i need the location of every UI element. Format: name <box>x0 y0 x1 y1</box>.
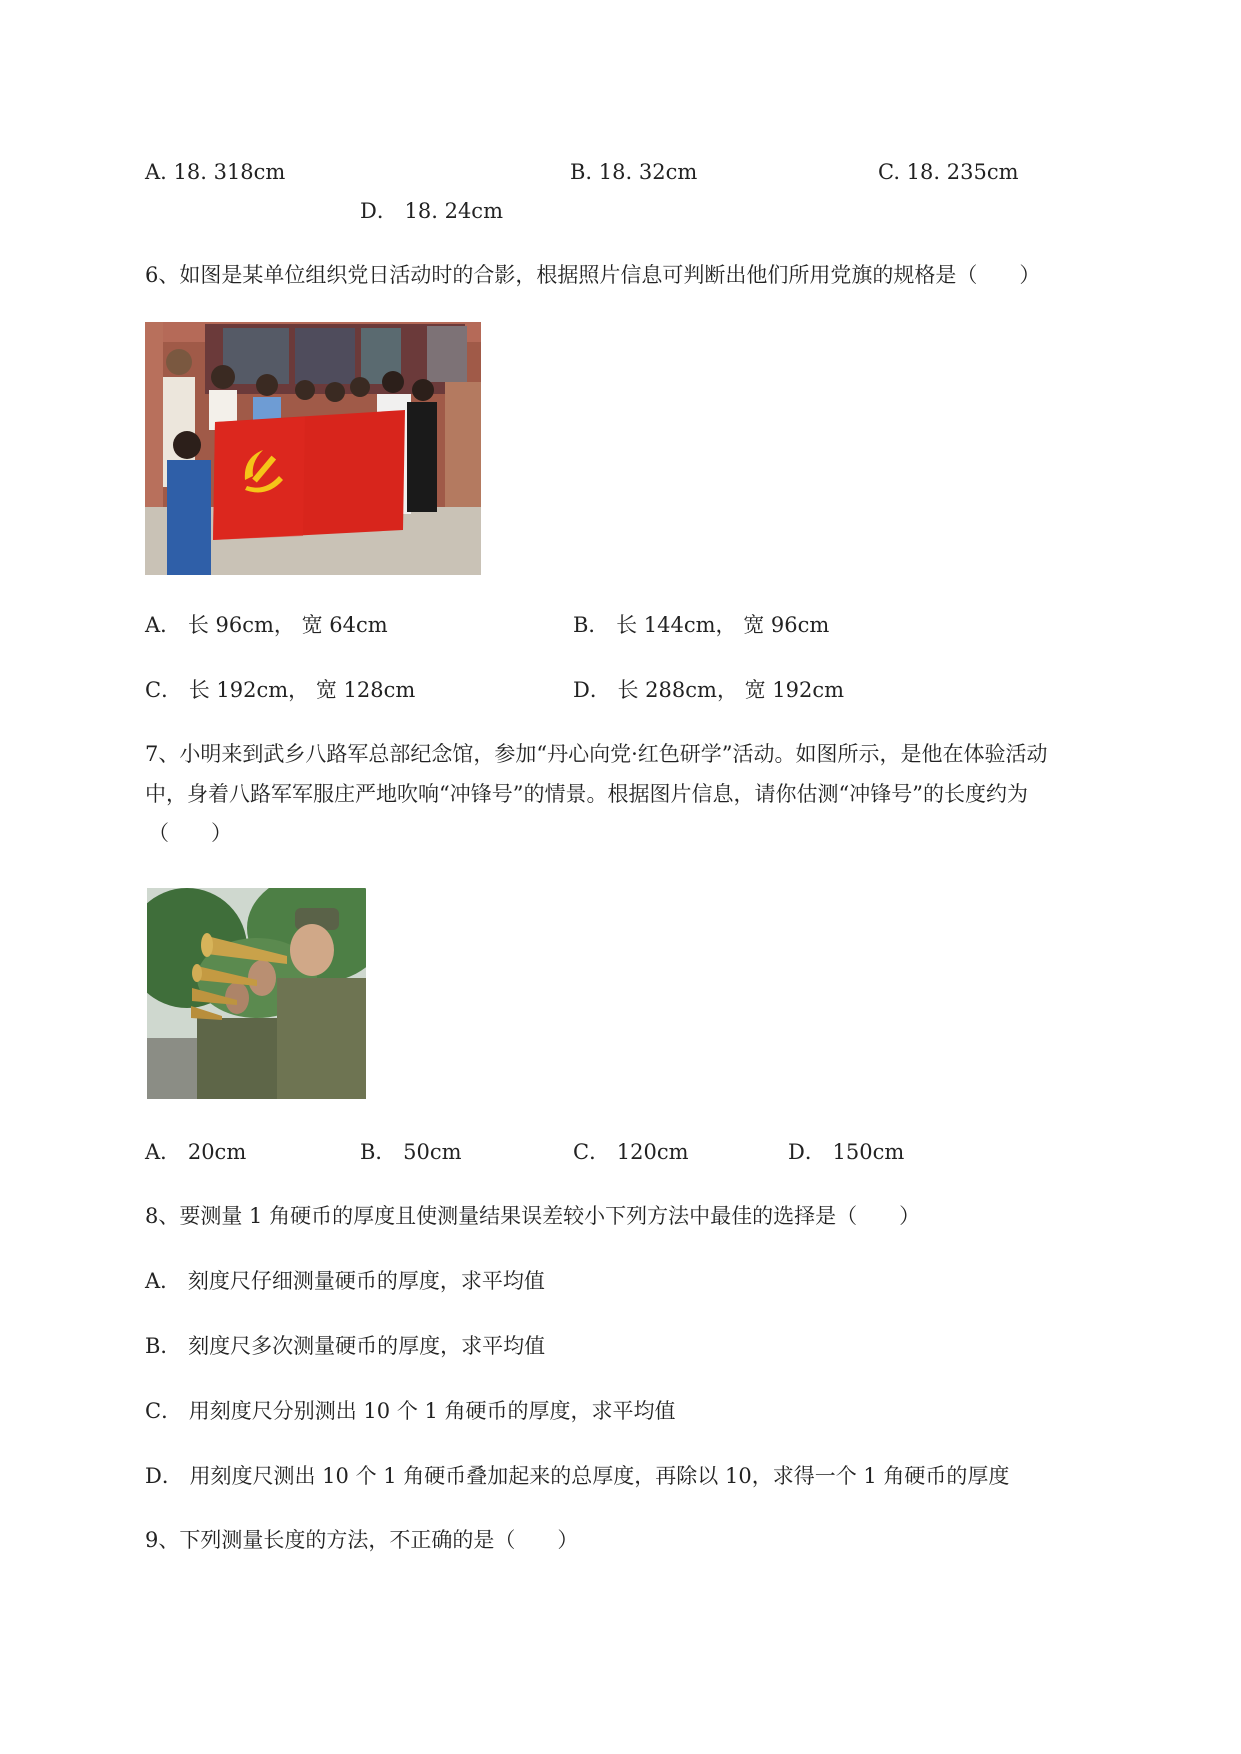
q8-option-b: B． 刻度尺多次测量硬币的厚度，求平均值 <box>145 1334 546 1358</box>
q6-stem: 6、如图是某单位组织党日活动时的合影，根据照片信息可判断出他们所用党旗的规格是（ ） <box>145 263 1041 287</box>
q7-option-d: D． 150cm <box>788 1140 905 1164</box>
q6-option-d: D． 长 288cm， 宽 192cm <box>573 678 845 702</box>
q7-stem-line1: 7、小明来到武乡八路军总部纪念馆，参加“丹心向党·红色研学”活动。如图所示，是他在体验活动 <box>145 742 1048 766</box>
bugle-soldiers-photo <box>147 888 366 1099</box>
q7-option-c: C． 120cm <box>573 1140 689 1164</box>
q5-option-c: C. 18. 235cm <box>878 160 1019 184</box>
q5-option-a: A. 18. 318cm <box>145 160 286 184</box>
q8-stem: 8、要测量 1 角硬币的厚度且使测量结果误差较小下列方法中最佳的选择是（ ） <box>145 1204 921 1228</box>
q5-option-d: D． 18. 24cm <box>360 199 503 223</box>
q7-stem-line3: （ ） <box>148 821 232 845</box>
q8-option-d: D． 用刻度尺测出 10 个 1 角硬币叠加起来的总厚度，再除以 10，求得一个 1 角硬币的厚度 <box>145 1464 1010 1488</box>
q8-option-a: A． 刻度尺仔细测量硬币的厚度，求平均值 <box>145 1269 545 1293</box>
q6-option-b: B． 长 144cm， 宽 96cm <box>573 613 830 637</box>
q9-stem: 9、下列测量长度的方法，不正确的是（ ） <box>145 1528 579 1552</box>
q7-option-b: B． 50cm <box>360 1140 462 1164</box>
q7-stem-line2: 中，身着八路军军服庄严地吹响“冲锋号”的情景。根据图片信息，请你估测“冲锋号”的长度约为 <box>145 782 1028 806</box>
party-flag-group-photo <box>145 322 481 575</box>
q7-option-a: A． 20cm <box>145 1140 247 1164</box>
q8-option-c: C． 用刻度尺分别测出 10 个 1 角硬币的厚度，求平均值 <box>145 1399 676 1423</box>
q6-option-a: A． 长 96cm， 宽 64cm <box>145 613 388 637</box>
q6-option-c: C． 长 192cm， 宽 128cm <box>145 678 416 702</box>
q5-option-b: B. 18. 32cm <box>570 160 698 184</box>
